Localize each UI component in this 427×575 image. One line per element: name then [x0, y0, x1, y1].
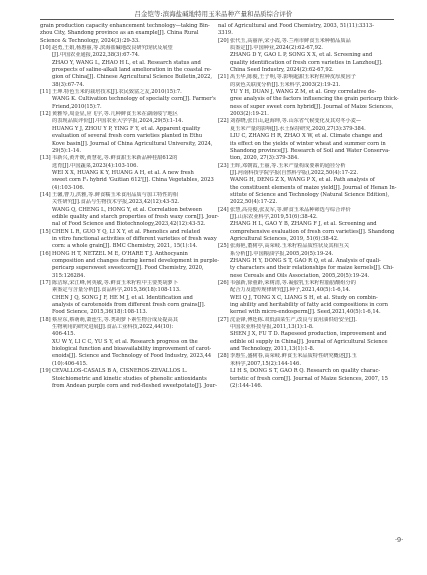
- reference-line: WANG H, DENG Z X, WANG P X, et al. Path analysis of: [230, 177, 375, 184]
- reference-entry: [218, 162, 397, 207]
- running-header: 吕金铠等:滨海盐碱地特用玉米品种产量和品质综合评价: [134, 10, 293, 18]
- reference-line: gion of China[J]. Chinese Agricultural Science Bulletin,2022,: [52, 74, 213, 81]
- reference-line: 素鉴定与含量分析[J].食品科学,2015,36(18):108-113.: [52, 287, 181, 294]
- reference-line: gree analysis of the factors influencing the grain pericarp thick-: [230, 96, 399, 103]
- reference-line: grain production capacity enhancement technology—taking Bin-: [40, 23, 210, 29]
- reference-line: 王晖,邓朝霞,王丽,等.玉米产量构成要素的通径分析: [230, 162, 346, 169]
- reference-line: ZHANG H L, GAO Y B, ZHANG F J, et al. Screening and: [230, 221, 377, 228]
- reference-text: [230, 38, 394, 75]
- reference-text: [52, 89, 216, 111]
- reference-line: HONG H T, NETZEL M E, O'HARE T J. Anthocyanin: [52, 250, 188, 257]
- reference-line: LI H S, DONG S T, GAO R Q. Research on quality charac-: [230, 368, 381, 375]
- reference-line: WEI X X, HUANG K Y, HUANG A H, et al. A new fresh: [52, 169, 194, 176]
- reference-line: stitute of Science and Technology (Natural Science Edition),: [230, 191, 390, 198]
- reference-number: [25]: [218, 243, 229, 250]
- reference-line: 29(5):1-14.: [52, 147, 81, 154]
- reference-line: 韦新兴,黄开媛,黄慧花,等.鲜食甜玉米新品种桂甜612的: [52, 155, 178, 162]
- reference-line: 的表现品质评价[J].中国农业大学学报,2024,29(5):1-14.: [52, 118, 184, 125]
- reference-line: zhou City, Shandong province as an example[J]. China Rural: [40, 30, 199, 37]
- reference-entry: [40, 250, 220, 280]
- reference-line: WANG Q, CHENG L, HONG Y, et al. Correlation between: [52, 206, 202, 213]
- reference-entry: [218, 118, 394, 162]
- reference-line: from Andean purple corn and red-fleshed sweetpotato[J]. Jour-: [52, 382, 217, 389]
- reference-line: WANG K. Cultivation technology of specialty corn[J]. Farmer's: [52, 96, 216, 103]
- reference-line: pericarp supersweet sweetcorn[J]. Food Chemistry, 2020,: [52, 265, 204, 272]
- reference-line: 王馨,曹力,洪雅,等.鲜食糯玉米食用品质与加工特性的相: [52, 191, 178, 198]
- reference-text: [230, 207, 394, 244]
- reference-line: ty characters and their relationships for maize kernels[J]. Chi-: [230, 265, 394, 272]
- reference-text: [52, 251, 219, 280]
- reference-line: CHEN J Q, SONG J F, HE M J, et al. Identification and: [52, 294, 193, 301]
- reference-line: 赵勇,王娟,杨惠丽,等.滨海盐碱地改良研究现状及展望: [52, 45, 173, 52]
- reference-number: [17]: [40, 280, 51, 287]
- right-reference-list: [218, 37, 399, 391]
- reference-text: [230, 243, 394, 280]
- reference-line: (4):103-106.: [52, 184, 85, 191]
- reference-line: 生物利用的研究进展[J].食品工业科技,2022,44(10):: [52, 324, 174, 331]
- reference-line: sweet corn F₁ hybrid 'Guitian 612'[J]. China Vegetables, 2023: [52, 177, 214, 184]
- reference-line: 禹玉华,陈俊,王子明,等.影响超甜玉米籽粒种皮厚度因子: [230, 74, 356, 81]
- reference-line: 张慧,高亮俊,张友军,等.鲜食玉米品种筛选与综合评价: [230, 206, 351, 213]
- left-reference-list: [40, 45, 220, 390]
- reference-line: quality identification of fresh corn varieties in Lanzhou[J].: [230, 59, 383, 66]
- reference-number: [14]: [40, 191, 51, 198]
- reference-line: composition and changes during kernel development in purple-: [52, 258, 220, 264]
- reference-line: WEI Q J, TONG X C, LIANG S H, et al. Study on combin-: [230, 294, 378, 301]
- reference-line: 315:126284.: [52, 272, 86, 279]
- left-continuation: [40, 23, 216, 45]
- reference-number: [27]: [218, 316, 229, 323]
- reference-line: HUANG Y J, ZHOU Y P, YING F Y, et al. Apparent quality: [52, 125, 201, 132]
- reference-line: 2003(2):19-21.: [230, 111, 269, 118]
- reference-line: [J].山东农业科学,2019,51(6):38-42.: [230, 213, 318, 220]
- reference-entry: [218, 280, 394, 317]
- reference-line: YU Y H, DUAN J, WANG Z M, et al. Grey correlative de-: [230, 89, 377, 96]
- reference-line: 选育[J].中国蔬菜,2023(4):103-106.: [52, 162, 139, 169]
- reference-line: Shandong province[J]. Research of Soil and Water Conserva-: [230, 147, 390, 154]
- reference-line: 刘春晓,张日山,赵海坤,等.山东省气候变化及其对冬小麦—: [230, 118, 362, 125]
- reference-line: China Seed Industry, 2024(2):62-67,92.: [230, 67, 334, 74]
- reference-line: 沈金锋,傅廷栋.双低油菜生产,改良与食用油供给安全[J].: [230, 316, 357, 323]
- reference-line: 李惠生,盛树春,高荣岐.鲜食玉米品质特性研究概述[J].玉: [230, 353, 357, 360]
- reference-line: ing ability and heritability of fatty acid compositions in corn: [230, 302, 388, 309]
- reference-text: [230, 163, 397, 207]
- reference-line: XU W Y, LI C C, YU S Y, et al. Research progress on the: [52, 338, 198, 345]
- reference-number: [26]: [218, 280, 229, 287]
- reference-line: ZHAO Y, WANG L, ZHAO H L, et al. Research status and: [52, 59, 201, 66]
- reference-line: 中国农业科技导报,2011,13(1):1-8.: [230, 324, 314, 331]
- reference-entry: [218, 243, 394, 280]
- header-divider: [40, 19, 394, 20]
- reference-entry: [218, 317, 394, 354]
- reference-line: in vitro functional activities of different varieties of fresh waxy: [52, 235, 217, 242]
- reference-number: [15]: [40, 228, 51, 235]
- reference-number: [13]: [40, 155, 51, 162]
- reference-number: [16]: [40, 250, 51, 257]
- reference-line: analysis of carotenoids from different fresh corn grains[J].: [52, 302, 206, 309]
- reference-line: ness of super sweet corn hybrid[J]. Journal of Maize Sciences,: [230, 103, 394, 110]
- reference-number: [24]: [218, 206, 229, 213]
- reference-entry: [218, 353, 394, 390]
- reference-line: 406-415.: [52, 331, 76, 338]
- reference-number: [22]: [218, 118, 229, 125]
- reference-line: Science & Technology, 2024(3):29-33.: [40, 37, 140, 44]
- reference-line: [J].河南科技学院学报(自然科学版),2022,50(4):17-22.: [230, 169, 359, 176]
- reference-line: SHEN J X, FU T D. Rapeseed production, improvement and: [230, 331, 387, 338]
- reference-text: [230, 118, 394, 162]
- reference-line: nal of Agricultural and Food Chemistry, 2003, 51(11):3313-: [218, 23, 374, 29]
- reference-text: [52, 229, 217, 251]
- reference-text: [52, 280, 216, 317]
- reference-text: [52, 368, 217, 390]
- page-number: ·9·: [395, 536, 404, 544]
- reference-line: LIU C, ZHANG H R, ZHAO X W, et al. Climate change and: [230, 133, 383, 140]
- reference-entry: [218, 38, 394, 75]
- reference-text: [230, 74, 399, 118]
- reference-line: corn: a whole grain[J]. BMC Chemistry, 2021, 15(1):14.: [52, 243, 198, 250]
- reference-entry: [40, 368, 216, 390]
- reference-line: ZHANG D Y, GAO L P, SONG X X, et al. Screening and: [230, 52, 373, 59]
- reference-line: 张代玉,高丽萍,宋小霞,等.兰州市鲜食玉米种植品质品: [230, 37, 351, 44]
- reference-line: 王坤.特色玉米的栽培技术[J].农民致富之友,2010(15):7.: [52, 89, 182, 96]
- reference-line: evaluation of several fresh corn varieties planted in Ethu: [52, 133, 203, 140]
- reference-number: [20]: [218, 37, 229, 44]
- left-column: [40, 23, 220, 390]
- reference-number: [21]: [218, 74, 229, 81]
- reference-number: [18]: [40, 316, 51, 323]
- reference-text: [52, 155, 216, 192]
- reference-line: edible oil supply in China[J]. Journal of Agricultural Science: [230, 338, 388, 345]
- reference-line: CHEN L R, GUO Y Q, LI X Y, et al. Phenolics and related: [52, 228, 201, 235]
- reference-number: [23]: [218, 162, 229, 169]
- reference-line: 陈洁琼,宋江峰,何英敏,等.鲜食玉米籽粒中主要类胡萝卜: [52, 280, 178, 287]
- reference-line: (2):144-146.: [230, 382, 263, 389]
- reference-line: 张海艳,董树亭,高荣岐.玉米籽粒品质性状及其相互关: [230, 243, 350, 250]
- reference-line: 韦强新,徐童龄,荣树清,等.凝胶乳玉米籽粒脂肪酸组分的: [230, 280, 356, 287]
- reference-line: the constituent elements of maize yield[J]. Journal of Henan In-: [230, 184, 397, 191]
- reference-line: ZHANG H Y, DONG S T, GAO R Q, et al. Analysis of quali-: [230, 258, 381, 264]
- reference-line: 黄雅琴,周金显,应飞宇,等.几种鲜食玉米在湖南绥宁地区: [52, 111, 178, 118]
- reference-text: [52, 45, 216, 89]
- reference-line: [J].中国农业通报,2022,38(3):67-74.: [52, 52, 140, 59]
- reference-line: edible quality and starch properties of fresh waxy corn[J]. Jour-: [52, 213, 219, 220]
- reference-line: its effect on the yields of winter wheat and summer corn in: [230, 140, 386, 147]
- reference-line: 蔡应东,蔡萌萌,萧连生,等.类胡萝卜素生物合成及提高其: [52, 316, 178, 323]
- reference-line: biological function and bioavailability improvement of carot-: [52, 346, 212, 353]
- reference-entry: [218, 207, 394, 244]
- reference-entry: [218, 74, 399, 118]
- right-column: [218, 23, 399, 390]
- reference-line: nese Cereals and Oils Association, 2005,20(5):19-24.: [230, 272, 370, 279]
- reference-line: 米科学,2007,15(2):144-146.: [230, 360, 301, 367]
- reference-entry: [40, 155, 216, 192]
- reference-line: nal of Food Science and Biotechnology,2023,42(12):43-52.: [52, 221, 206, 228]
- reference-line: CEVALLOS-CASALS B A, CISNEROS-ZEVALLOS L.: [52, 368, 188, 375]
- reference-line: teristic of fresh corn[J]. Journal of Maize Sciences, 2007, 15: [230, 375, 388, 382]
- reference-number: [28]: [218, 353, 229, 360]
- reference-number: [19]: [40, 368, 51, 375]
- reference-line: tion, 2020, 27(3):379-384.: [230, 155, 299, 162]
- reference-line: 夏玉米产量的影响[J].水土保持研究,2020,27(3):379-384.: [230, 125, 366, 132]
- reference-text: [230, 280, 394, 317]
- reference-line: Friend,2010(15):7.: [52, 103, 102, 110]
- reference-line: 关性研究[J].食品与生物技术学报,2023,42(12):43-52.: [52, 199, 180, 206]
- reference-number: [10]: [40, 45, 51, 52]
- reference-text: [52, 192, 219, 229]
- reference-entry: [40, 45, 216, 89]
- reference-line: 的灰色关联度分析[J].玉米科学,2003(2):19-21.: [230, 81, 341, 88]
- reference-line: enoids[J]. Science and Technology of Food Industry, 2023,44: [52, 353, 212, 360]
- reference-entry: [40, 280, 216, 317]
- reference-line: prospects of saline-alkali land amelioration in the coastal re-: [52, 67, 212, 74]
- reference-entry: [40, 229, 216, 251]
- reference-entry: [40, 317, 216, 368]
- reference-text: [230, 317, 394, 354]
- reference-line: Stoichiometric and kinetic studies of phenolic antioxidants: [52, 375, 207, 382]
- reference-line: Agricultural Sciences, 2019, 51(6):38-42.: [230, 235, 339, 242]
- reference-entry: [40, 191, 219, 229]
- reference-number: [12]: [40, 111, 51, 118]
- reference-entry: [40, 111, 216, 155]
- reference-line: 配合力及遗传规律研究[J].种子,2021,40(5):1-6,14.: [230, 287, 351, 294]
- reference-line: comprehensive evaluation of fresh corn varieties[J]. Shandong: [230, 228, 395, 235]
- reference-line: 系分析[J].中国粮油学报,2005,20(5):19-24.: [230, 250, 334, 257]
- right-continuation: [218, 23, 394, 38]
- reference-line: and Technology, 2011,13(1):1-8.: [230, 346, 315, 353]
- reference-text: [52, 111, 216, 155]
- reference-line: Kove basin[J]. Journal of China Agricultural University, 2024,: [52, 140, 213, 147]
- reference-line: 3319.: [218, 30, 233, 37]
- reference-line: (10):406-415.: [52, 360, 88, 367]
- reference-line: 38(3):67-74.: [52, 81, 85, 88]
- reference-number: [11]: [40, 89, 51, 96]
- reference-text: [52, 317, 216, 368]
- reference-line: 质鉴定[J].中国种业,2024(2):62-67,92.: [230, 45, 323, 52]
- reference-line: 2022,50(4):17-22.: [230, 199, 278, 206]
- reference-line: kernel with micro-endosperm[J]. Seed,2021,40(5):1-6,14.: [230, 309, 381, 316]
- reference-text: [230, 353, 394, 390]
- reference-entry: [40, 89, 216, 111]
- reference-line: Food Science, 2015,36(18):108-113.: [52, 309, 148, 316]
